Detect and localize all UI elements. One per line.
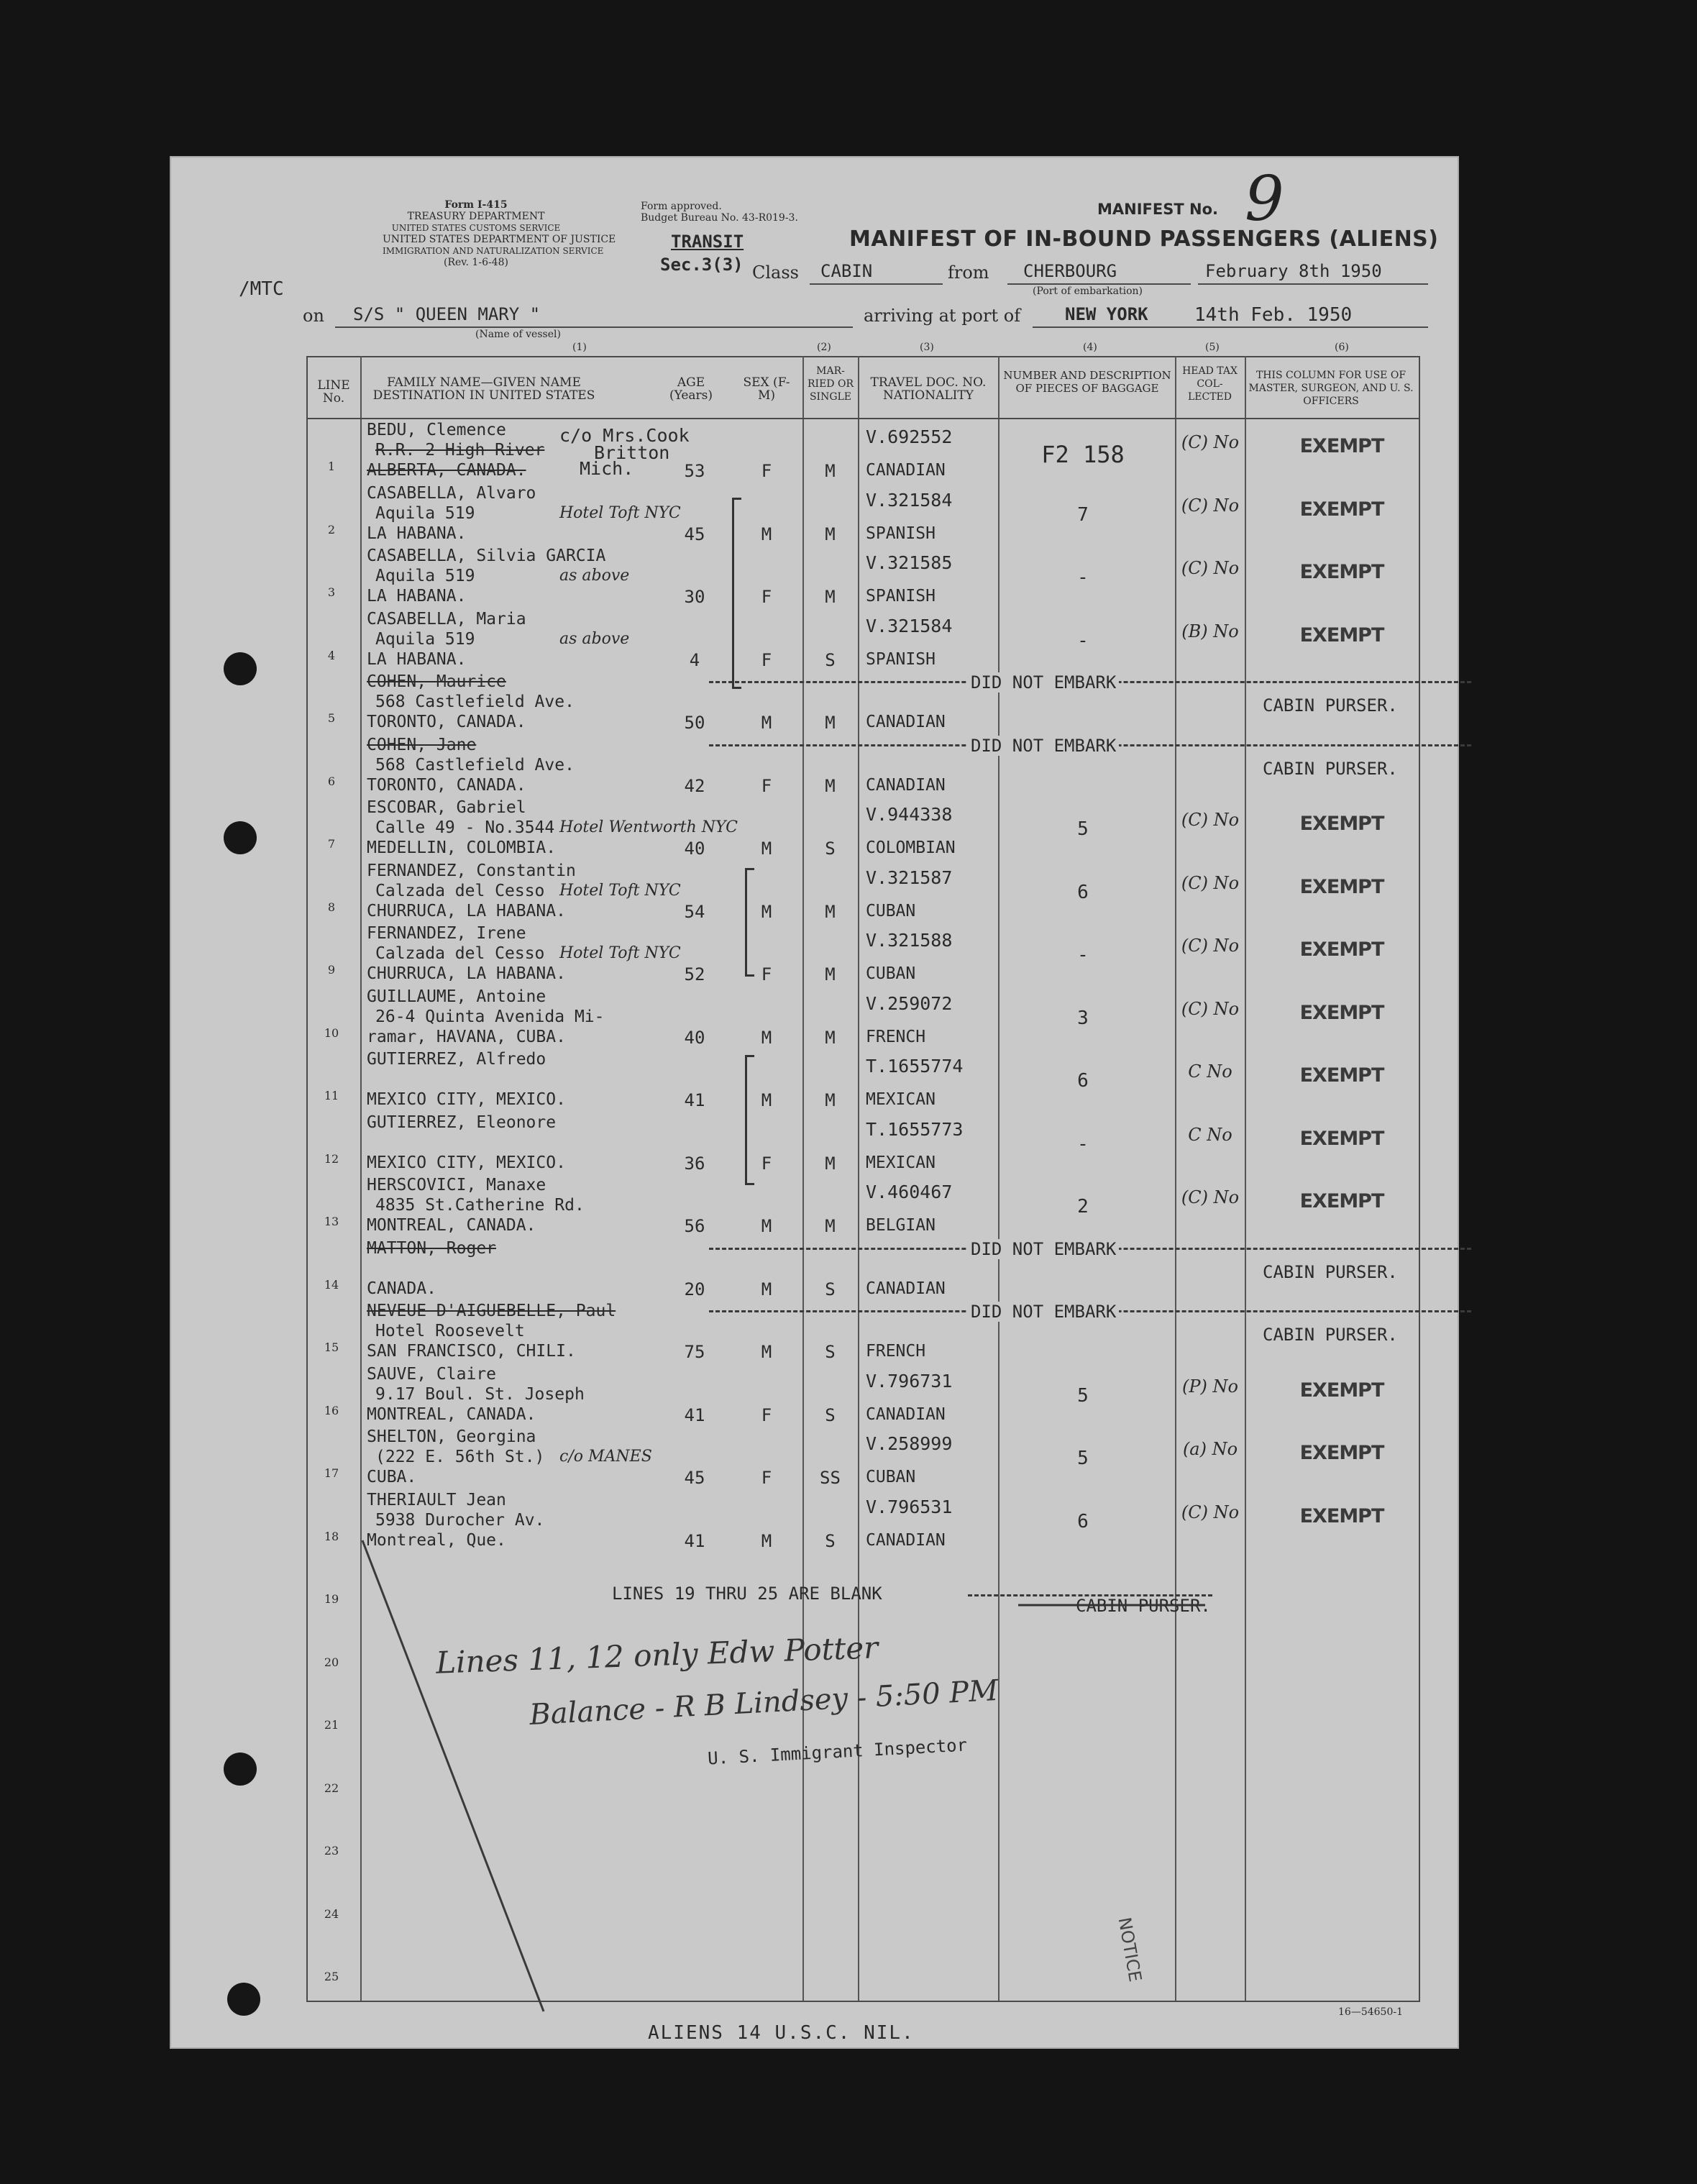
travel-document: V.321584 [866,489,953,511]
head-tax: (C) No [1181,432,1240,452]
destination: MEXICO CITY, MEXICO. [367,1153,566,1172]
marital-status: M [825,1216,836,1236]
col-num-1: (1) [572,342,587,353]
handwritten-note: as above [559,629,630,648]
form-code: 16—54650-1 [1338,2006,1403,2018]
exempt-stamp: EXEMPT [1299,1504,1384,1527]
passenger-name: GUTIERREZ, Alfredo [367,1050,546,1069]
line-number: 20 [324,1655,339,1669]
destination: CANADA. [367,1279,436,1298]
arriving-label: arriving at port of [864,306,1021,326]
marital-status: S [825,1342,836,1362]
col-header-officers: THIS COLUMN FOR USE OF MASTER, SURGEON, AND U. S. OFFICERS [1248,370,1414,407]
departure-date: February 8th 1950 [1205,261,1382,281]
address-line: R.R. 2 High River [375,441,545,460]
from-value: CHERBOURG [1023,261,1117,281]
did-not-embark: DID NOT EMBARK [968,672,1119,693]
travel-document: T.1655774 [866,1056,964,1077]
handwritten-note: c/o MANES [559,1448,652,1466]
destination: CHURRUCA, LA HABANA. [367,964,566,983]
head-tax: (P) No [1182,1376,1238,1397]
destination: MONTREAL, CANADA. [367,1404,536,1424]
sex: M [761,1279,772,1299]
exempt-stamp: EXEMPT [1299,1442,1384,1464]
passenger-name: BEDU, Clemence [367,421,506,439]
line-number: 8 [327,900,336,914]
line-number: 3 [327,585,336,599]
line-number: 9 [327,963,336,977]
line-number: 1 [327,460,336,473]
destination: MEXICO CITY, MEXICO. [367,1090,566,1109]
age: 45 [684,1468,705,1488]
passenger-name: FERNANDEZ, Constantin [367,861,576,880]
dept-treasury: TREASURY DEPARTMENT [407,211,545,222]
age: 50 [684,713,705,733]
sex: F [761,461,772,481]
marital-status: S [825,1530,836,1551]
marital-status: M [825,775,836,796]
destination: Montreal, Que. [367,1530,506,1550]
line-number: 16 [324,1403,339,1417]
baggage-count: - [1077,944,1089,966]
line-number: 11 [324,1089,339,1102]
address-line: Aquila 519 [375,567,475,585]
exempt-stamp: EXEMPT [1299,1001,1384,1024]
age: 42 [684,775,705,796]
age: 45 [684,524,705,544]
nationality: SPANISH [866,524,936,543]
col-num-4: (4) [1083,342,1097,353]
destination: ramar, HAVANA, CUBA. [367,1027,566,1046]
line-number: 6 [327,774,336,788]
manifest-no-value: 9 [1245,163,1284,235]
marital-status: SS [820,1468,841,1488]
sex: F [761,1404,772,1425]
inspector-note-2: Balance - R B Lindsey - 5:50 PM [529,1673,1000,1732]
col-header-headtax: HEAD TAX COL-LECTED [1182,365,1238,403]
age: 20 [684,1279,705,1299]
passenger-name: COHEN, Maurice [367,672,506,691]
sex: F [761,1153,772,1174]
line-number: 15 [324,1340,339,1354]
destination: CUBA. [367,1468,417,1486]
sex: F [761,964,772,984]
notice-stamp: NOTICE [1114,1915,1145,1984]
passenger-name: COHEN, Jane [367,735,477,754]
age: 30 [684,587,705,607]
sex: M [761,1342,772,1362]
baggage-count: - [1077,1133,1089,1155]
approved-line: Form approved. [641,201,722,212]
section-label: Sec.3(3) [660,255,744,275]
destination: ALBERTA, CANADA. [367,461,526,480]
passenger-name: NEVEUE D'AIGUEBELLE, Paul [367,1302,616,1320]
address-line: Hotel Roosevelt [375,1322,525,1340]
baggage-count: 5 [1077,1384,1089,1407]
col-header-line: LINE No. [317,378,350,406]
marital-status: M [825,713,836,733]
address-line: 568 Castlefield Ave. [375,693,575,711]
vessel-caption: (Name of vessel) [475,329,561,340]
dept-justice: UNITED STATES DEPARTMENT OF JUSTICE [383,234,616,245]
did-not-embark: DID NOT EMBARK [968,1239,1119,1259]
handwritten-note: c/o Mrs.Cook [559,425,690,446]
head-tax: C No [1188,1061,1232,1082]
passenger-name: SHELTON, Georgina [367,1427,536,1446]
line-number: 24 [324,1906,339,1921]
passenger-name: GUTIERREZ, Eleonore [367,1112,557,1132]
nationality: CUBAN [866,1468,916,1486]
dept-ins: IMMIGRATION AND NATURALIZATION SERVICE [383,246,604,256]
passenger-name: THERIAULT Jean [367,1490,506,1509]
address-line: Calzada del Cesso [375,881,545,900]
passenger-name: SAUVE, Claire [367,1364,497,1384]
exempt-stamp: EXEMPT [1299,938,1384,961]
marital-status: M [825,964,836,984]
baggage-count: F2 158 [1041,441,1125,468]
travel-document: V.258999 [866,1433,953,1454]
line-number: 14 [324,1277,339,1292]
nationality: FRENCH [866,1027,926,1046]
passenger-name: CASABELLA, Silvia GARCIA [367,547,606,565]
col-header-age: AGE (Years) [669,375,713,403]
form-rev: (Rev. 1-6-48) [444,257,508,268]
handwritten-note: Hotel Toft NYC [559,503,681,522]
did-not-embark: DID NOT EMBARK [968,736,1119,756]
col-num-5: (5) [1205,342,1220,353]
exempt-stamp: EXEMPT [1299,1127,1384,1150]
travel-document: V.321585 [866,552,953,573]
destination: MEDELLIN, COLOMBIA. [367,839,557,857]
address-line: Aquila 519 [375,503,475,523]
sex: M [761,839,772,859]
cabin-purser: CABIN PURSER. [1263,758,1398,779]
head-tax: (C) No [1181,495,1240,516]
passenger-name: ESCOBAR, Gabriel [367,798,526,817]
head-tax: (C) No [1181,936,1240,956]
age: 40 [684,839,705,859]
nationality: SPANISH [866,587,936,606]
destination: TORONTO, CANADA. [367,713,526,731]
address-line: 26-4 Quinta Avenida Mi- [375,1007,605,1026]
nationality: CANADIAN [866,1404,946,1424]
head-tax: (B) No [1181,621,1239,641]
passenger-name: CASABELLA, Maria [367,609,526,629]
baggage-count: - [1077,629,1089,652]
page-title: MANIFEST OF IN-BOUND PASSENGERS (ALIENS) [849,227,1439,252]
exempt-stamp: EXEMPT [1299,1379,1384,1402]
head-tax: (C) No [1181,558,1240,578]
head-tax: C No [1188,1124,1232,1145]
destination: LA HABANA. [367,524,467,543]
col-num-2: (2) [817,342,831,353]
sex: F [761,1468,772,1488]
exempt-stamp: EXEMPT [1299,813,1384,835]
form-id: Form I-415 [444,199,508,211]
nationality: CANADIAN [866,461,946,480]
travel-document: V.460467 [866,1182,953,1202]
travel-document: V.796731 [866,1370,953,1392]
cabin-purser: CABIN PURSER. [1263,695,1398,716]
line-number: 21 [324,1718,339,1732]
arrival-port: NEW YORK [1065,304,1148,324]
passenger-name: FERNANDEZ, Irene [367,924,526,943]
cabin-purser: CABIN PURSER. [1263,1325,1398,1345]
address-line: Aquila 519 [375,629,475,649]
travel-document: V.692552 [866,426,953,447]
nationality: CANADIAN [866,713,946,731]
travel-document: V.321584 [866,615,953,636]
dept-customs: UNITED STATES CUSTOMS SERVICE [391,223,561,233]
head-tax: (C) No [1181,998,1240,1019]
sex: M [761,524,772,544]
address-line: Calle 49 - No.3544 [375,818,555,837]
sex: M [761,1027,772,1048]
travel-document: V.944338 [866,804,953,825]
address-line: 5938 Durocher Av. [375,1510,545,1530]
col-num-6: (6) [1335,342,1349,353]
marital-status: S [825,1279,836,1299]
head-tax: (C) No [1181,810,1240,830]
marital-status: M [825,1153,836,1174]
baggage-count: 6 [1077,881,1089,903]
age: 52 [684,964,705,984]
sex: F [761,775,772,796]
line-number: 12 [324,1151,339,1166]
line-number: 2 [327,522,336,536]
travel-document: V.259072 [866,992,953,1014]
head-tax: (C) No [1181,1187,1240,1207]
line-number: 23 [324,1844,339,1858]
passenger-name: CASABELLA, Alvaro [367,483,536,503]
marital-status: M [825,1027,836,1048]
head-tax: (C) No [1181,1502,1240,1522]
exempt-stamp: EXEMPT [1299,498,1384,521]
col-header-travel: TRAVEL DOC. NO. NATIONALITY [870,375,987,403]
handwritten-note: Britton [594,442,670,463]
nationality: CANADIAN [866,1530,946,1550]
destination: CHURRUCA, LA HABANA. [367,901,566,920]
baggage-count: 2 [1077,1196,1089,1217]
inspector-note-1: Lines 11, 12 only Edw Potter [435,1630,879,1681]
travel-document: T.1655773 [866,1118,964,1140]
passenger-name: HERSCOVICI, Manaxe [367,1176,546,1194]
nationality: FRENCH [866,1342,926,1361]
sex: F [761,649,772,670]
exempt-stamp: EXEMPT [1299,1190,1384,1212]
travel-document: V.796531 [866,1496,953,1517]
head-tax: (a) No [1182,1439,1238,1459]
baggage-count: 5 [1077,818,1089,840]
arrival-date: 14th Feb. 1950 [1194,304,1353,326]
nationality: MEXICAN [866,1153,936,1172]
col-header-married: MAR-RIED OR SINGLE [808,365,854,403]
destination: TORONTO, CANADA. [367,775,526,795]
aliens-count: ALIENS 14 U.S.C. NIL. [648,2022,915,2044]
marital-status: M [825,524,836,544]
travel-document: V.321588 [866,930,953,951]
col-header-baggage: NUMBER AND DESCRIPTION OF PIECES OF BAGGAGE [1003,369,1171,395]
exempt-stamp: EXEMPT [1299,435,1384,457]
passenger-name: MATTON, Roger [367,1238,497,1258]
nationality: CANADIAN [866,1279,946,1298]
line-number: 5 [327,711,336,725]
cabin-purser: CABIN PURSER. [1263,1261,1398,1282]
sex: M [761,1216,772,1236]
nationality: MEXICAN [866,1090,936,1109]
nationality: SPANISH [866,649,936,669]
address-line: 568 Castlefield Ave. [375,755,575,775]
line-number: 7 [327,837,336,851]
exempt-stamp: EXEMPT [1299,875,1384,898]
inspector-title: U. S. Immigrant Inspector [707,1735,968,1769]
col-header-name: FAMILY NAME—GIVEN NAME DESTINATION IN UNITED STATES [372,375,595,403]
mtc-mark: /MTC [239,278,284,300]
exempt-stamp: EXEMPT [1299,623,1384,646]
destination: SAN FRANCISCO, CHILI. [367,1342,576,1361]
vessel-name: S/S " QUEEN MARY " [353,304,541,324]
did-not-embark: DID NOT EMBARK [968,1302,1119,1322]
age: 4 [689,649,700,670]
col-header-sex: SEX (F-M) [743,375,790,403]
handwritten-note: Mich. [580,458,634,479]
budget-line: Budget Bureau No. 43-R019-3. [641,212,798,224]
age: 41 [684,1090,705,1110]
handwritten-note: Hotel Toft NYC [559,944,681,962]
manifest-no-label: MANIFEST No. [1097,201,1218,218]
marital-status: S [825,649,836,670]
class-value: CABIN [820,261,873,281]
age: 40 [684,1027,705,1048]
age: 41 [684,1530,705,1551]
marital-status: M [825,461,836,481]
baggage-count: 5 [1077,1448,1089,1469]
travel-document: V.321587 [866,867,953,888]
sex: F [761,587,772,607]
passenger-name: GUILLAUME, Antoine [367,987,546,1006]
nationality: BELGIAN [866,1216,936,1235]
address-line: Calzada del Cesso [375,944,545,963]
class-label: Class [752,262,799,283]
sex: M [761,1530,772,1551]
age: 53 [684,461,705,481]
sex: M [761,713,772,733]
exempt-stamp: EXEMPT [1299,561,1384,583]
age: 75 [684,1342,705,1362]
handwritten-note: Hotel Toft NYC [559,881,681,900]
line-number: 13 [324,1215,339,1228]
sex: M [761,901,772,922]
footer-purser: CABIN PURSER. [1076,1596,1211,1616]
line-number: 22 [324,1781,339,1795]
age: 36 [684,1153,705,1174]
baggage-count: 7 [1077,503,1089,526]
marital-status: M [825,1090,836,1110]
nationality: CUBAN [866,901,916,920]
line-number: 10 [324,1025,339,1040]
nationality: CUBAN [866,964,916,983]
baggage-count: 6 [1077,1070,1089,1092]
on-label: on [303,306,324,326]
line-number: 19 [324,1592,339,1606]
marital-status: S [825,1404,836,1425]
handwritten-note: as above [559,567,630,585]
destination: LA HABANA. [367,587,467,606]
line-number: 18 [324,1529,339,1543]
address-line: 4835 St.Catherine Rd. [375,1196,585,1215]
port-caption: (Port of embarkation) [1033,285,1143,297]
address-line: 9.17 Boul. St. Joseph [375,1384,585,1404]
age: 54 [684,901,705,922]
marital-status: M [825,901,836,922]
destination: LA HABANA. [367,649,467,669]
sex: M [761,1090,772,1110]
nationality: COLOMBIAN [866,839,956,857]
age: 56 [684,1216,705,1236]
blank-lines-note: LINES 19 THRU 25 ARE BLANK [612,1584,882,1604]
marital-status: M [825,587,836,607]
nationality: CANADIAN [866,775,946,795]
marital-status: S [825,839,836,859]
col-num-3: (3) [920,342,934,353]
age: 41 [684,1404,705,1425]
head-tax: (C) No [1181,872,1240,893]
baggage-count: 3 [1077,1007,1089,1029]
baggage-count: 6 [1077,1510,1089,1532]
transit-label: TRANSIT [671,232,744,252]
manifest-sheet [170,156,1459,2049]
exempt-stamp: EXEMPT [1299,1064,1384,1087]
handwritten-note: Hotel Wentworth NYC [559,818,738,836]
baggage-count: - [1077,567,1089,588]
address-line: (222 E. 56th St.) [375,1448,545,1466]
destination: MONTREAL, CANADA. [367,1216,536,1235]
line-number: 17 [324,1466,339,1480]
pen-strokes [170,156,1459,2049]
line-number: 25 [324,1970,339,1983]
line-number: 4 [327,648,336,662]
from-label: from [948,262,989,283]
